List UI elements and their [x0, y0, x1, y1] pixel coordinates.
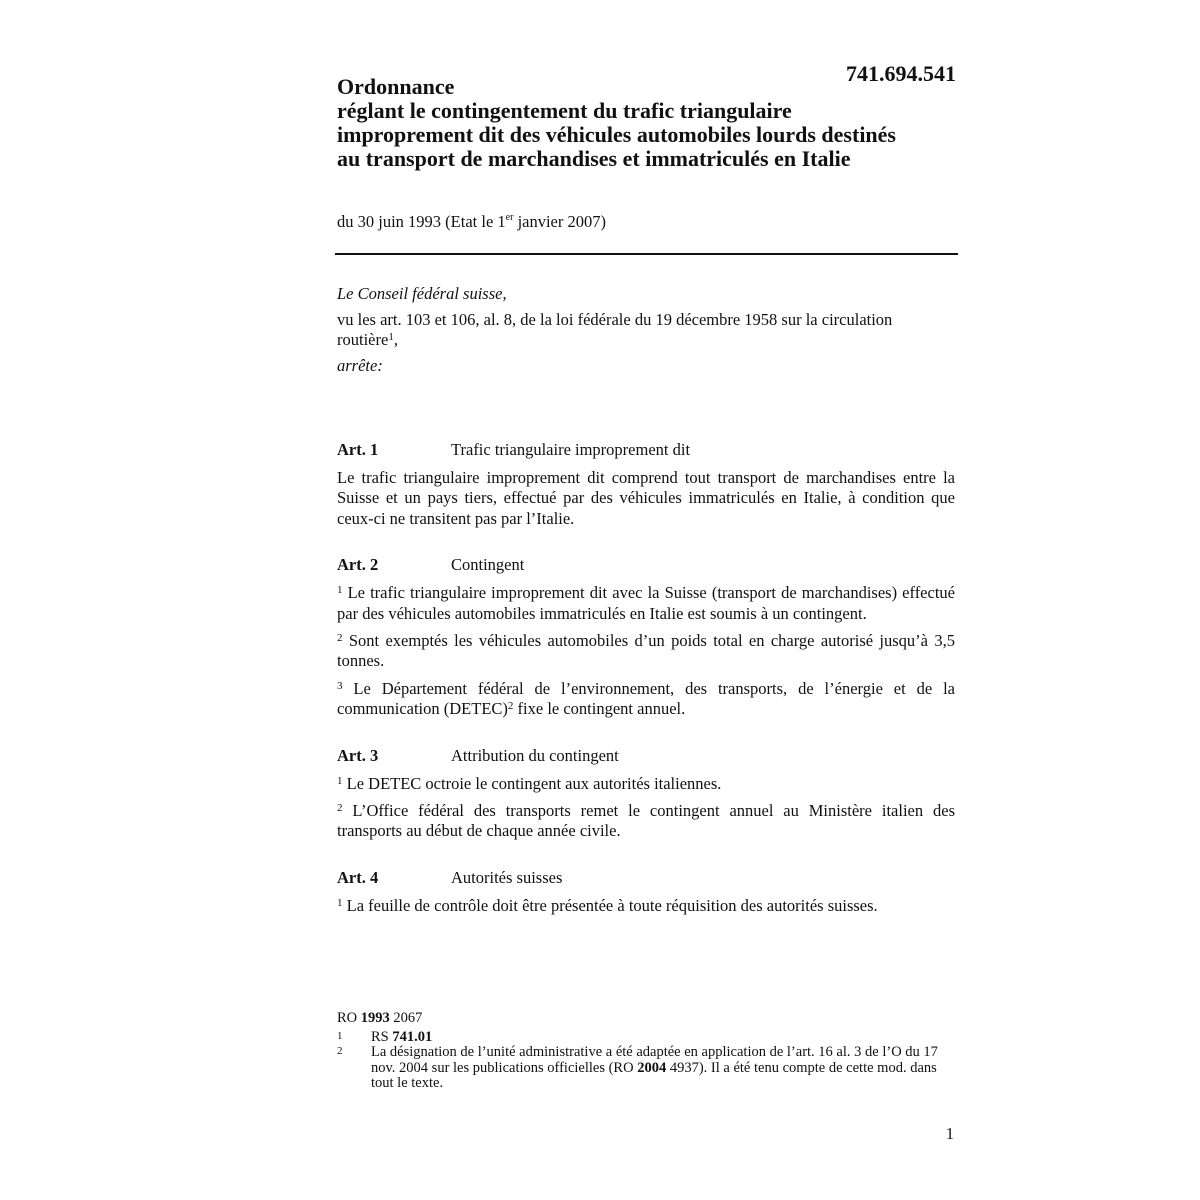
footnote-text: [371, 1045, 957, 1092]
article-title: Attribution du contingent: [451, 745, 619, 765]
preamble-basis: [337, 310, 957, 350]
article-paragraph: Le trafic triangulaire improprement dit comprend tout transport de marchandises entre la Suisse et un pays tiers, effectué par des véhicules immatriculés en Italie, à condition que ceux-ci ne transitent pas par l’Italie.: [337, 468, 955, 528]
article-number: Art. 2: [337, 555, 379, 575]
paragraph-number: 1: [337, 896, 343, 909]
footnote: [337, 1045, 957, 1092]
paragraph-text: Le DETEC octroie le contingent aux autorités italiennes.: [342, 773, 722, 793]
article-number: Art. 1: [337, 440, 379, 459]
date-superscript: er: [505, 212, 514, 223]
title-line: Ordonnance: [337, 74, 455, 99]
ro-year: 1993: [360, 1010, 390, 1026]
footnote-bold: 2004: [637, 1059, 667, 1076]
articles: [337, 440, 955, 942]
document-date: [337, 212, 606, 232]
date-suffix: janvier 2007): [513, 212, 606, 231]
ro-page: 2067: [389, 1010, 423, 1026]
paragraph-text: L’Office fédéral des transports remet le contingent annuel au Ministère italien des transports au début de chaque année civile.: [337, 801, 955, 841]
article-number: Art. 3: [337, 745, 379, 765]
paragraph-number: 1: [337, 584, 343, 597]
footnote-ref[interactable]: 2: [507, 700, 514, 713]
article: [337, 746, 955, 842]
article-paragraph: [337, 774, 955, 794]
footnote-text-part: La désignation de l’unité administrative a été adaptée en application de l’art. 16 al. 3 de l’O du 17 nov. 2004 sur les publications officielles (RO: [371, 1044, 938, 1076]
article-title: Contingent: [451, 555, 525, 575]
article-heading: [337, 555, 955, 575]
article-heading: [337, 868, 955, 888]
ro-prefix: RO: [337, 1010, 361, 1026]
paragraph-number: 2: [337, 632, 343, 645]
preamble-basis-text: vu les art. 103 et 106, al. 8, de la loi fédérale du 19 décembre 1958 sur la circulation routière: [337, 310, 893, 349]
sr-number: 741.694.541: [846, 61, 956, 86]
article-paragraph: [337, 679, 955, 720]
footnote-number: 1: [337, 1029, 343, 1042]
article: [337, 440, 955, 529]
article-paragraph: [337, 801, 955, 842]
article-paragraph: [337, 631, 955, 672]
paragraph-number: 3: [337, 679, 343, 692]
article-title: Autorités suisses: [451, 867, 563, 887]
preamble-decree: arrête:: [337, 356, 383, 375]
preamble-authority: Le Conseil fédéral suisse,: [337, 284, 507, 303]
paragraph-number: 2: [337, 802, 343, 815]
article: [337, 555, 955, 719]
article-number: Art. 4: [337, 867, 379, 887]
document-title: [337, 75, 977, 171]
paragraph-text: Le trafic triangulaire improprement dit avec la Suisse (transport de marchandises) effectué par des véhicules automobiles immatriculés en Italie est soumis à un contingent.: [337, 583, 955, 623]
paragraph-number: 1: [337, 774, 343, 787]
article-paragraph: [337, 583, 955, 624]
header-divider: [335, 253, 958, 255]
footnote-bold: 741.01: [392, 1028, 433, 1045]
title-line: au transport de marchandises et immatriculés en Italie: [337, 146, 851, 171]
paragraph-text-end: fixe le contingent annuel.: [513, 699, 686, 719]
page-number: 1: [945, 1124, 954, 1143]
article-paragraph: [337, 896, 955, 916]
title-line: improprement dit des véhicules automobiles lourds destinés: [337, 122, 896, 147]
paragraph-text: Sont exemptés les véhicules automobiles d’un poids total en charge autorisé jusqu’à 3,5 tonnes.: [337, 631, 955, 671]
article-heading: [337, 440, 955, 460]
article-heading: [337, 746, 955, 766]
footnote: [337, 1030, 957, 1046]
ro-reference: [337, 1011, 957, 1027]
preamble: [337, 284, 957, 382]
preamble-basis-end: ,: [393, 330, 398, 349]
paragraph-text: La feuille de contrôle doit être présentée à toute réquisition des autorités suisses.: [342, 895, 878, 915]
date-prefix: du 30 juin 1993 (Etat le 1: [337, 212, 506, 231]
footnote-ref[interactable]: 1: [388, 331, 394, 343]
article: [337, 868, 955, 916]
footnote-number: 2: [337, 1045, 343, 1057]
footnote-text: [371, 1030, 957, 1046]
footnotes: [337, 1011, 957, 1092]
paragraph-text: Le Département fédéral de l’environnement, des transports, de l’énergie et de la communication (DETEC): [337, 678, 955, 719]
article-title: Trafic triangulaire improprement dit: [451, 440, 691, 459]
title-line: réglant le contingentement du trafic triangulaire: [337, 98, 792, 123]
footnote-text-part: RS: [371, 1028, 393, 1045]
footnote-text-part: 4937). Il a été tenu compte de cette mod. dans tout le texte.: [371, 1059, 937, 1091]
